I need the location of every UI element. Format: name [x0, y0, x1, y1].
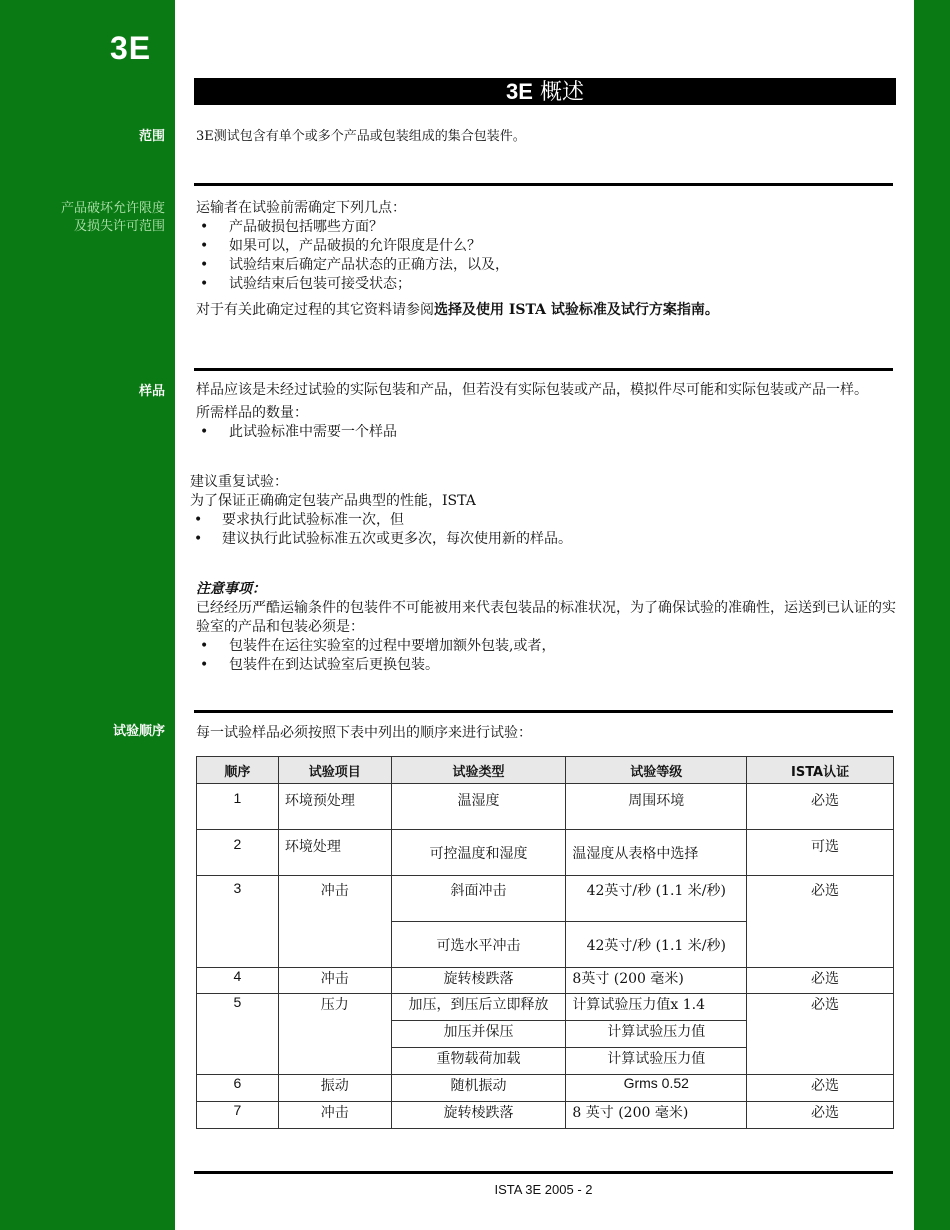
logo: 3E [110, 30, 152, 66]
cell-level: 42英寸/秒 (1.1 米/秒) [566, 922, 747, 968]
table-row [197, 784, 894, 830]
page-title [194, 78, 896, 105]
damage-bullet: • 产品破损包括哪些方面？ [196, 218, 896, 237]
footer-rule [194, 1171, 893, 1174]
cell-type: 重物载荷加载 [391, 1048, 566, 1075]
table-row [197, 830, 894, 876]
sequence-intro: 每一试验样品必须按照下表中列出的顺序来进行试验： [196, 725, 532, 741]
samples-qty-bullet: • 此试验标准中需要一个样品 [196, 423, 896, 442]
right-green-bar [914, 0, 950, 1230]
samples-section [196, 381, 896, 442]
cell-level: Grms 0.52 [566, 1075, 747, 1102]
damage-bullet: • 试验结束后确定产品状态的正确方法，以及， [196, 256, 896, 275]
side-label-damage: 产品破坏允许限度及损失许可范围 [60, 201, 165, 234]
samples-paragraph: 样品应该是未经过试验的实际包装和产品，但若没有实际包装或产品，模拟件尽可能和实际包装或产品一样。 [196, 382, 868, 398]
cell-cert: 必选 [747, 1075, 894, 1102]
cell-type: 温湿度 [391, 784, 566, 830]
scope-text: 3E测试包含有单个或多个产品或包装组成的集合包装件。 [196, 129, 526, 144]
cell-level: 42英寸/秒 (1.1 米/秒) [566, 876, 747, 922]
header-seq: 顺序 [197, 757, 279, 784]
cell-item: 振动 [278, 1075, 391, 1102]
side-label-scope: 范围 [138, 129, 165, 144]
cell-cert: 必选 [747, 876, 894, 968]
section-rule [194, 368, 893, 371]
cell-cert: 必选 [747, 784, 894, 830]
damage-bullet: • 试验结束后包装可接受状态； [196, 275, 896, 294]
reference-prefix: 对于有关此确定过程的其它资料请参阅 [196, 302, 434, 318]
damage-section [196, 199, 896, 320]
title-code: 3E [506, 79, 533, 104]
cell-item: 冲击 [278, 1102, 391, 1129]
cell-level: 计算试验压力值 [566, 1048, 747, 1075]
header-level: 试验等级 [566, 757, 747, 784]
cell-seq: 1 [197, 784, 279, 830]
cell-item: 环境预处理 [278, 784, 391, 830]
cell-type: 加压并保压 [391, 1021, 566, 1048]
note-section [196, 580, 896, 675]
cell-seq: 5 [197, 994, 279, 1075]
cell-item: 冲击 [278, 876, 391, 968]
section-rule [194, 710, 893, 713]
left-green-bar [0, 0, 175, 1230]
header-item: 试验项目 [278, 757, 391, 784]
cell-type: 加压，到压后立即释放 [391, 994, 566, 1021]
table-row [197, 876, 894, 922]
cell-seq: 6 [197, 1075, 279, 1102]
table-row [197, 1075, 894, 1102]
cell-item: 压力 [278, 994, 391, 1075]
table-row [197, 1102, 894, 1129]
cell-level: 计算试验压力值 [566, 1021, 747, 1048]
repeat-section [190, 473, 890, 549]
damage-reference [196, 301, 896, 320]
repeat-label: 建议重复试验： [190, 474, 288, 490]
cell-type: 斜面冲击 [391, 876, 566, 922]
repeat-bullet: • 要求执行此试验标准一次，但 [190, 511, 890, 530]
cell-level: 8英寸 (200 毫米) [566, 968, 747, 994]
cell-type: 旋转棱跌落 [391, 1102, 566, 1129]
cell-seq: 4 [197, 968, 279, 994]
cell-cert: 必选 [747, 994, 894, 1075]
table-row [197, 994, 894, 1021]
side-label-samples: 样品 [138, 384, 165, 399]
note-bullet: • 包装件在运往实验室的过程中要增加额外包装,或者， [196, 637, 896, 656]
test-sequence-table [196, 756, 894, 1129]
section-rule [194, 183, 893, 186]
cell-level: 计算试验压力值x 1.4 [566, 994, 747, 1021]
title-text: 概述 [539, 80, 584, 105]
header-type: 试验类型 [391, 757, 566, 784]
cell-cert: 可选 [747, 830, 894, 876]
cell-type: 随机振动 [391, 1075, 566, 1102]
cell-cert: 必选 [747, 1102, 894, 1129]
note-title: 注意事项： [196, 581, 266, 597]
repeat-text: 为了保证正确确定包装产品典型的性能，ISTA [190, 493, 476, 509]
cell-type: 旋转棱跌落 [391, 968, 566, 994]
cell-cert: 必选 [747, 968, 894, 994]
page-footer: ISTA 3E 2005 - 2 [494, 1182, 593, 1197]
note-text: 已经经历严酷运输条件的包装件不可能被用来代表包装品的标准状况，为了确保试验的准确性，运送到已认证的实验室的产品和包装必须是： [196, 600, 896, 635]
reference-guide-title: 选择及使用 ISTA 试验标准及试行方案指南。 [434, 302, 719, 318]
damage-intro: 运输者在试验前需确定下列几点： [196, 200, 406, 216]
cell-type: 可控温度和湿度 [391, 830, 566, 876]
repeat-bullet: • 建议执行此试验标准五次或更多次，每次使用新的样品。 [190, 530, 890, 549]
cell-item: 环境处理 [278, 830, 391, 876]
cell-seq: 2 [197, 830, 279, 876]
cell-level: 温湿度从表格中选择 [566, 830, 747, 876]
cell-seq: 7 [197, 1102, 279, 1129]
header-cert: ISTA认证 [747, 757, 894, 784]
side-label-sequence: 试验顺序 [112, 724, 165, 739]
table-header-row [197, 757, 894, 784]
cell-item: 冲击 [278, 968, 391, 994]
samples-qty-label: 所需样品的数量： [196, 405, 308, 421]
table-row [197, 968, 894, 994]
cell-level: 8 英寸 (200 毫米) [566, 1102, 747, 1129]
note-bullet: • 包装件在到达试验室后更换包装。 [196, 656, 896, 675]
cell-seq: 3 [197, 876, 279, 968]
cell-level: 周围环境 [566, 784, 747, 830]
damage-bullet: • 如果可以，产品破损的允许限度是什么？ [196, 237, 896, 256]
cell-type: 可选水平冲击 [391, 922, 566, 968]
